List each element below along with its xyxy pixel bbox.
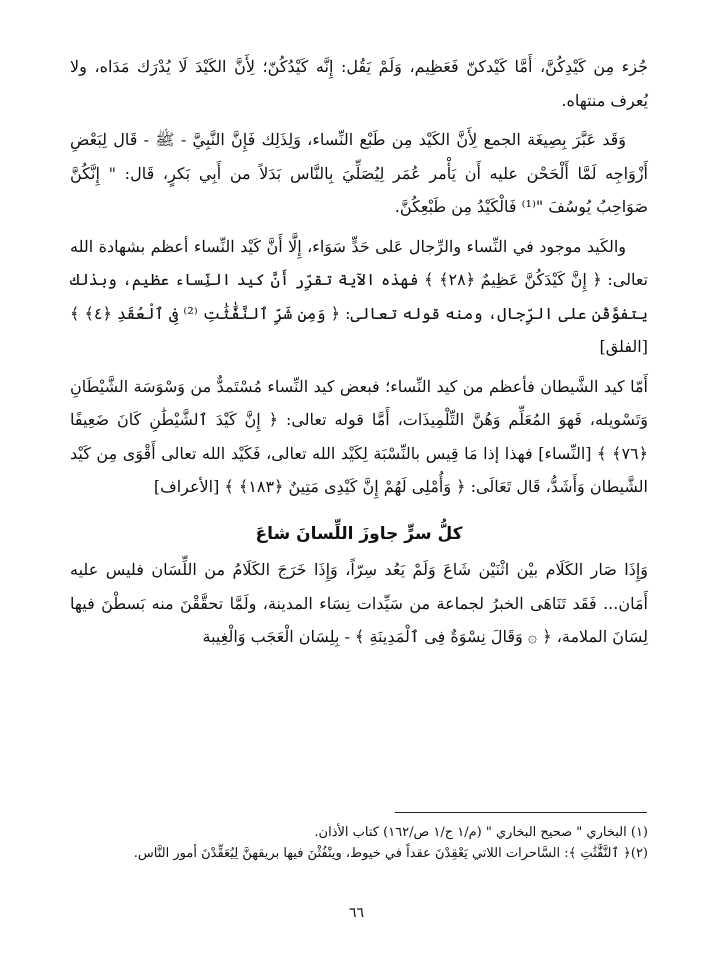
main-text [70, 50, 648, 660]
paragraph-2: وَقَد عَبَّرَ بِصِيغَة الجمع لِأَنَّ الكَيْد مِن طَبْع النِّساء، وَلِذَلِك فَإِنَّ النَّبِيَّ - ﷺ - قَال لِبَعْضِ أَزْوَاجِه لَمَّا أَلْحَحْن عليه أَن يَأْمر عُمَر لِيُصَلِّيَ بِالنَّاس بَدَلاً من أَبِي بَكرٍ، قَال: " إِنَّكُنَّ صَوَاحِبُ يُوسُفَ "⁽¹⁾ فَالْكَيْدُ مِن طَبْعِكُنَّ. [70, 130, 648, 216]
footnote-2: (٢)﴿ ٱلنَّفَّٰثَٰتِ ﴾: السَّاحرات اللاتي يَعْقِدْنَ عقداً في خيوط، وينْفُثْنَ فيها بريقهنَّ لِيُعَقِّدْنَ أمور النَّاس. [133, 846, 648, 861]
footnote-separator [395, 812, 647, 813]
footnotes [70, 822, 648, 864]
paragraph-4: أَمّا كيد الشَّيطان فأعظم من كيد النِّساء؛ فبعض كيد النِّساء مُسْتَمدٌّ من وَسْوَسَة الشَّيْطَانِ وَتَسْويله، فَهوَ المُعَلِّم وَهُنَّ التِّلْمِيذَات، أَمَّا قوله تعالى: ﴿ إِنَّ كَيْدَ ٱلشَّيْطَٰنِ كَانَ ضَعِيفًا ﴿٧٦﴾ ﴾ [النِّساء] فهذا إذا مَا قِيس بالنِّسْبَة لِكَيْد الله تعالى، فَكَيْد الله تعالى أَقْوَى مِن كَيْد الشَّيطان وَأَشَدُّ، قَال تَعَالَى: ﴿ وَأُمْلِى لَهُمْ إِنَّ كَيْدِى مَتِينٌ ﴿١٨٣﴾ ﴾ [الأعراف] [70, 376, 648, 496]
paragraph-5: وَإِذَا صَار الكَلَام بيْن اثْنَيْن شَاعَ وَلَمْ يَعُد سِرّاً، وَإِذَا خَرَجَ الكَلَامُ من اللِّسَان فليس عليه أَمَان... فَقَد تَنَاهَى الخبرُ لجماعة من سَيِّدات نِسَاء المدينة، ولَمَّا تحقَّقْنَ منه بَسطْنَ فيها لِسَانَ الملامة، ﴿ ۞ وَقَالَ نِسْوَةٌ فِى ٱلْمَدِينَةِ ﴾ - بِلِسَان الْعَجَب وَالْغِيبة [70, 560, 648, 646]
paragraph-3: والكَيد موجود في النِّساء والرِّجال عَلى حَدٍّ سَوَاء، إِلَّا أَنَّ كَيْد النِّساء أعظم بشهادة الله تعالى: ﴿ إِنَّ كَيْدَكُنَّ عَظِيمٌ ﴿٢٨﴾ ﴾ فهذه الآية تقرِّر أَنَّ كيد النِّساء عظيم، وبذلك يتفوَّقْن على الرِّجال، ومنه قوله تعالى: ﴿ وَمِن شَرِّ ٱلنَّفَّٰثَٰتِ ⁽²⁾ فِى ٱلْعُقَدِ ﴿٤﴾ ﴾ [الفلق] [70, 236, 649, 356]
section-heading: كلُّ سرٍّ جاوزَ اللِّسانَ شاعَ [255, 523, 463, 544]
paragraph-1: جُزء مِن كَيْدِكُنَّ، أَمَّا كَيْدكنّ فَعَظِيم، وَلَمْ يَقُل: إِنَّه كَيْدُكُنّ؛ لِأَنَّ الكَيْدَ لَا يُدْرَك مَدَاه، ولا يُعرف منتهاه. [70, 57, 648, 110]
page-number: ٦٦ [348, 905, 365, 921]
footnote-1: (١) البخاري " صحيح البخاري " (م/١ ج/١ ص/١٦٢) كتاب الأذان. [314, 825, 648, 840]
